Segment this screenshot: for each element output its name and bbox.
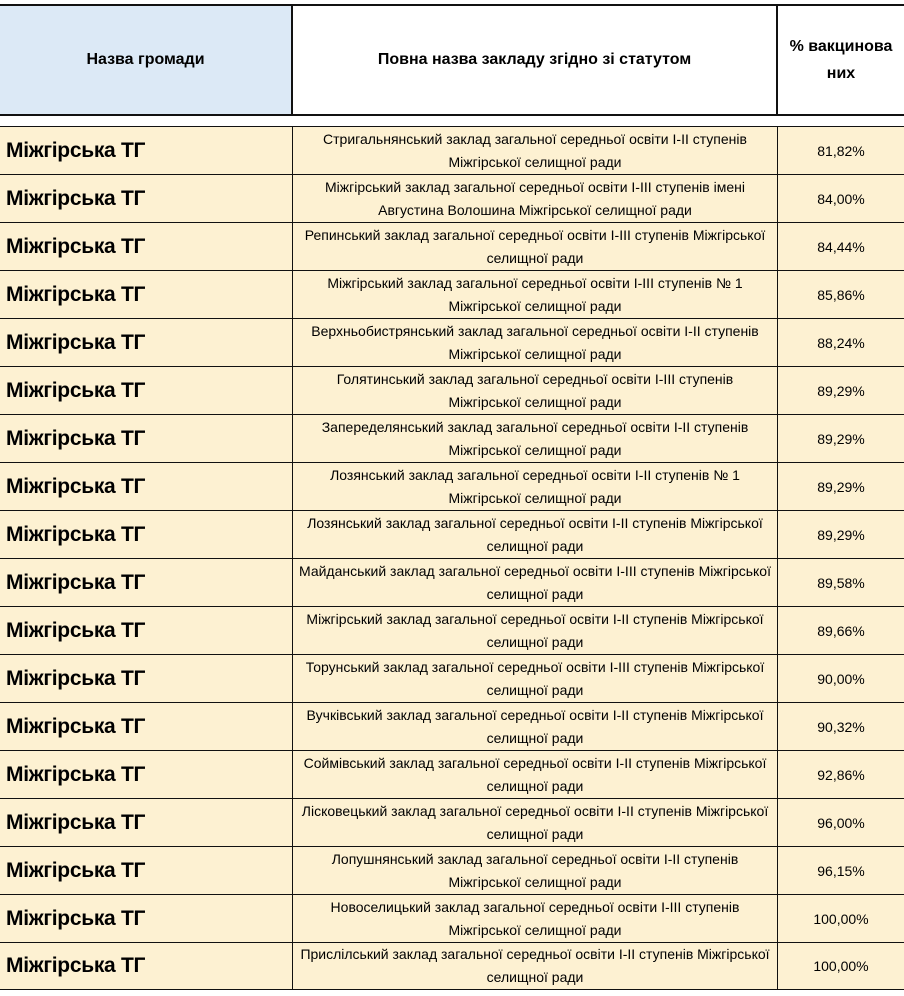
community-cell-text: Міжгірська ТГ: [6, 522, 146, 546]
percent-cell[interactable]: [778, 943, 904, 989]
percent-cell[interactable]: [778, 703, 904, 750]
institution-cell-text: Міжгірський заклад загальної середньої освіти І-ІІ ступенів Міжгірської селищної ради: [306, 610, 764, 650]
percent-cell-text: 92,86%: [817, 766, 865, 783]
table-row: [0, 654, 904, 702]
percent-cell-text: 89,29%: [817, 478, 865, 495]
community-cell[interactable]: [0, 607, 293, 654]
table-row: [0, 462, 904, 510]
spacer-row: [0, 116, 904, 126]
institution-cell[interactable]: [293, 511, 778, 558]
institution-cell[interactable]: [293, 175, 778, 222]
institution-cell[interactable]: [293, 895, 778, 942]
percent-cell-text: 96,00%: [817, 814, 865, 831]
community-cell-text: Міжгірська ТГ: [6, 330, 146, 354]
institution-cell[interactable]: [293, 607, 778, 654]
table-row: [0, 942, 904, 990]
percent-cell[interactable]: [778, 895, 904, 942]
institution-cell-text: Лопушнянський заклад загальної середньої освіти І-ІІ ступенів Міжгірської селищної ради: [331, 850, 739, 890]
percent-cell[interactable]: [778, 319, 904, 366]
table-row: [0, 510, 904, 558]
table-row: [0, 702, 904, 750]
community-cell-text: Міжгірська ТГ: [6, 186, 146, 210]
community-cell-text: Міжгірська ТГ: [6, 666, 146, 690]
table-header: [0, 4, 904, 116]
institution-cell[interactable]: [293, 463, 778, 510]
institution-cell-text: Соймівський заклад загальної середньої освіти І-ІІ ступенів Міжгірської селищної ради: [303, 754, 767, 794]
institution-cell[interactable]: [293, 799, 778, 846]
community-cell[interactable]: [0, 799, 293, 846]
community-cell[interactable]: [0, 559, 293, 606]
community-cell-text: Міжгірська ТГ: [6, 954, 146, 977]
table-row: [0, 222, 904, 270]
percent-cell-text: 88,24%: [817, 334, 865, 351]
institution-cell[interactable]: [293, 415, 778, 462]
institution-cell-text: Верхньобистрянський заклад загальної середньої освіти І-ІІ ступенів Міжгірської селищної ради: [311, 322, 759, 362]
community-cell[interactable]: [0, 319, 293, 366]
percent-cell[interactable]: [778, 463, 904, 510]
institution-cell-text: Торунський заклад загальної середньої освіти І-ІІІ ступенів Міжгірської селищної ради: [305, 658, 765, 698]
column-header-community[interactable]: [0, 4, 293, 116]
institution-cell-text: Майданський заклад загальної середньої освіти І-ІІІ ступенів Міжгірської селищної ради: [299, 562, 771, 602]
institution-cell-text: Прислілський заклад загальної середньої освіти І-ІІ ступенів Міжгірської селищної ради: [300, 946, 770, 985]
community-cell[interactable]: [0, 703, 293, 750]
institution-cell[interactable]: [293, 271, 778, 318]
table-row: [0, 270, 904, 318]
percent-cell[interactable]: [778, 847, 904, 894]
community-cell[interactable]: [0, 751, 293, 798]
percent-cell[interactable]: [778, 607, 904, 654]
community-cell[interactable]: [0, 127, 293, 174]
column-header-institution[interactable]: [293, 4, 778, 116]
percent-cell-text: 90,32%: [817, 718, 865, 735]
table-row: [0, 414, 904, 462]
institution-cell-text: Лісковецький заклад загальної середньої освіти І-ІІ ступенів Міжгірської селищної ради: [301, 802, 769, 842]
percent-cell[interactable]: [778, 415, 904, 462]
table-row: [0, 558, 904, 606]
percent-cell-text: 90,00%: [817, 670, 865, 687]
percent-cell-text: 89,66%: [817, 622, 865, 639]
table-row: [0, 366, 904, 414]
percent-cell[interactable]: [778, 655, 904, 702]
column-header-percent-label: % вакцинованих: [789, 38, 893, 82]
institution-cell-text: Лозянський заклад загальної середньої освіти І-ІІ ступенів Міжгірської селищної ради: [307, 514, 763, 554]
community-cell[interactable]: [0, 943, 293, 989]
institution-cell[interactable]: [293, 943, 778, 989]
percent-cell-text: 89,58%: [817, 574, 865, 591]
institution-cell-text: Новоселицький заклад загальної середньої освіти І-ІІІ ступенів Міжгірської селищної ради: [330, 898, 740, 938]
percent-cell[interactable]: [778, 175, 904, 222]
percent-cell[interactable]: [778, 127, 904, 174]
community-cell-text: Міжгірська ТГ: [6, 474, 146, 498]
community-cell-text: Міжгірська ТГ: [6, 426, 146, 450]
community-cell[interactable]: [0, 895, 293, 942]
community-cell[interactable]: [0, 463, 293, 510]
community-cell-text: Міжгірська ТГ: [6, 906, 146, 930]
community-cell-text: Міжгірська ТГ: [6, 858, 146, 882]
community-cell[interactable]: [0, 175, 293, 222]
institution-cell[interactable]: [293, 751, 778, 798]
community-cell-text: Міжгірська ТГ: [6, 234, 146, 258]
column-header-percent[interactable]: [778, 4, 904, 116]
community-cell[interactable]: [0, 415, 293, 462]
percent-cell[interactable]: [778, 751, 904, 798]
community-cell-text: Міжгірська ТГ: [6, 810, 146, 834]
community-cell-text: Міжгірська ТГ: [6, 570, 146, 594]
institution-cell[interactable]: [293, 847, 778, 894]
institution-cell[interactable]: [293, 367, 778, 414]
table-row: [0, 894, 904, 942]
community-cell[interactable]: [0, 655, 293, 702]
table-row: [0, 318, 904, 366]
table-row: [0, 126, 904, 174]
institution-cell-text: Лозянський заклад загальної середньої освіти І-ІІ ступенів № 1 Міжгірської селищної ради: [330, 466, 740, 506]
percent-cell[interactable]: [778, 271, 904, 318]
column-header-institution-label: Повна назва закладу згідно зі статутом: [377, 51, 692, 68]
community-cell[interactable]: [0, 511, 293, 558]
percent-cell[interactable]: [778, 559, 904, 606]
percent-cell-text: 84,00%: [817, 190, 865, 207]
percent-cell-text: 89,29%: [817, 430, 865, 447]
percent-cell[interactable]: [778, 511, 904, 558]
institution-cell[interactable]: [293, 223, 778, 270]
institution-cell-text: Репинський заклад загальної середньої освіти І-ІІІ ступенів Міжгірської селищної ради: [304, 226, 766, 266]
institution-cell-text: Запеределянський заклад загальної середньої освіти І-ІІ ступенів Міжгірської селищної ради: [321, 418, 749, 458]
institution-cell-text: Стригальнянський заклад загальної середньої освіти І-ІІ ступенів Міжгірської селищної ради: [323, 130, 747, 170]
community-cell-text: Міжгірська ТГ: [6, 618, 146, 642]
institution-cell-text: Голятинський заклад загальної середньої освіти І-ІІІ ступенів Міжгірської селищної ради: [336, 370, 734, 410]
institution-cell-text: Міжгірський заклад загальної середньої освіти І-ІІІ ступенів імені Августина Волошина Міжгірської селищної ради: [325, 178, 745, 218]
community-cell[interactable]: [0, 271, 293, 318]
percent-cell-text: 96,15%: [817, 862, 865, 879]
table-row: [0, 798, 904, 846]
percent-cell-text: 85,86%: [817, 286, 865, 303]
percent-cell-text: 84,44%: [817, 238, 865, 255]
percent-cell[interactable]: [778, 799, 904, 846]
percent-cell-text: 89,29%: [817, 526, 865, 543]
community-cell-text: Міжгірська ТГ: [6, 714, 146, 738]
percent-cell-text: 89,29%: [817, 382, 865, 399]
percent-cell[interactable]: [778, 367, 904, 414]
community-cell-text: Міжгірська ТГ: [6, 282, 146, 306]
percent-cell-text: 81,82%: [817, 142, 865, 159]
institution-cell[interactable]: [293, 127, 778, 174]
community-cell[interactable]: [0, 367, 293, 414]
institution-cell-text: Міжгірський заклад загальної середньої освіти І-ІІІ ступенів № 1 Міжгірської селищної ради: [327, 274, 743, 314]
community-cell-text: Міжгірська ТГ: [6, 138, 146, 162]
percent-cell[interactable]: [778, 223, 904, 270]
table-row: [0, 750, 904, 798]
percent-cell-text: 100,00%: [813, 958, 869, 974]
table-body: [0, 126, 904, 990]
table-row: [0, 606, 904, 654]
column-header-community-label: Назва громади: [86, 51, 205, 68]
institution-cell-text: Вучківський заклад загальної середньої освіти І-ІІ ступенів Міжгірської селищної ради: [306, 706, 764, 746]
institution-cell[interactable]: [293, 655, 778, 702]
institution-cell[interactable]: [293, 319, 778, 366]
table-row: [0, 846, 904, 894]
percent-cell-text: 100,00%: [813, 910, 869, 927]
community-cell-text: Міжгірська ТГ: [6, 762, 146, 786]
community-cell-text: Міжгірська ТГ: [6, 378, 146, 402]
institution-cell[interactable]: [293, 559, 778, 606]
table-row: [0, 174, 904, 222]
community-cell[interactable]: [0, 847, 293, 894]
institution-cell[interactable]: [293, 703, 778, 750]
community-cell[interactable]: [0, 223, 293, 270]
